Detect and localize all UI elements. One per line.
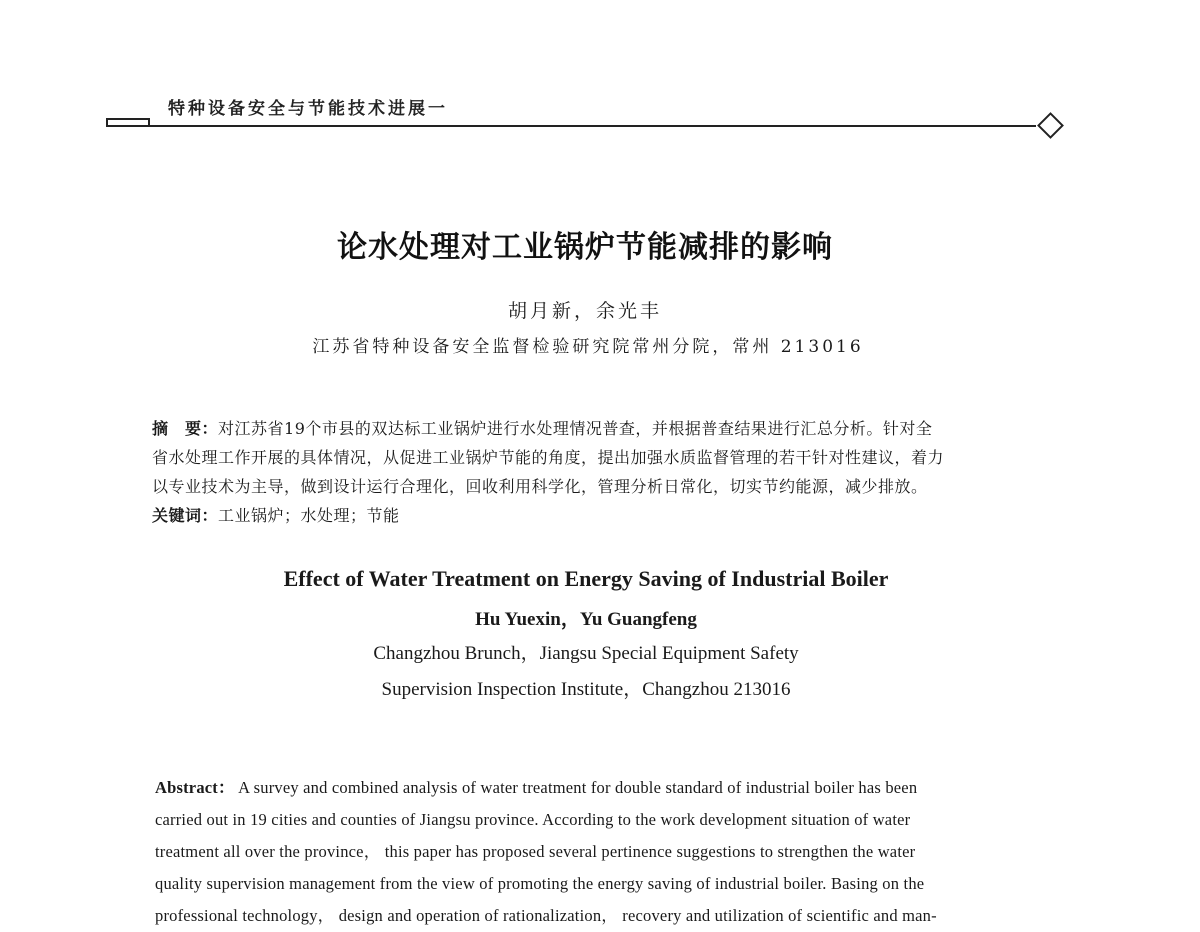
keywords-cn-line: [152, 501, 1032, 530]
affiliation-cn: 江苏省特种设备安全监督检验研究院常州分院，常州 213016: [312, 337, 864, 357]
abstract-en-line: quality supervision management from the view of promoting the energy saving of industrial boiler. Basing on the: [155, 874, 925, 893]
abstract-en-line: carried out in 19 cities and counties of Jiangsu province. According to the work development situation of water: [155, 810, 911, 829]
abstract-cn-line: [152, 414, 1032, 443]
running-header: 特种设备安全与节能技术进展一: [168, 99, 448, 119]
keywords-cn-text: 工业锅炉；水处理；节能: [218, 506, 400, 525]
abstract-cn-text: 对江苏省19个市县的双达标工业锅炉进行水处理情况普查，并根据普查结果进行汇总分析。针对全: [218, 419, 933, 438]
abstract-en-line: treatment all over the province， this paper has proposed several pertinence suggestions to strengthen the water: [155, 842, 916, 861]
abstract-en-line: [155, 772, 1025, 804]
abstract-en-text: A survey and combined analysis of water treatment for double standard of industrial boiler has been: [234, 778, 918, 797]
abstract-en-line: professional technology， design and operation of rationalization， recovery and utilization of scientific and man-: [155, 906, 937, 925]
diamond-icon: [1037, 112, 1064, 139]
affiliation-en-line2: Supervision Inspection Institute，Changzhou 213016: [381, 679, 791, 700]
paper-title-en: Effect of Water Treatment on Energy Saving of Industrial Boiler: [283, 566, 889, 591]
authors-en: Hu Yuexin，Yu Guangfeng: [475, 609, 697, 630]
affiliation-en-line1: Changzhou Brunch，Jiangsu Special Equipment Safety: [373, 643, 799, 664]
abstract-cn: [152, 414, 1032, 530]
authors-cn: 胡月新，余光丰: [507, 300, 662, 322]
keywords-cn-label: 关键词：: [152, 506, 219, 525]
header-rule-tick: [106, 118, 150, 127]
paper-title-cn: 论水处理对工业锅炉节能减排的影响: [337, 230, 833, 265]
abstract-en-label: Abstract：: [155, 778, 235, 797]
abstract-cn-line: 以专业技术为主导，做到设计运行合理化，回收利用科学化，管理分析日常化，切实节约能源，减少排放。: [152, 477, 928, 496]
abstract-en: [155, 772, 1025, 932]
abstract-cn-label: 摘 要：: [152, 419, 219, 438]
header-rule: [106, 125, 1036, 127]
header-rule-tick-end: [148, 118, 150, 126]
abstract-cn-line: 省水处理工作开展的具体情况，从促进工业锅炉节能的角度，提出加强水质监督管理的若干针对性建议，着力: [152, 448, 945, 467]
